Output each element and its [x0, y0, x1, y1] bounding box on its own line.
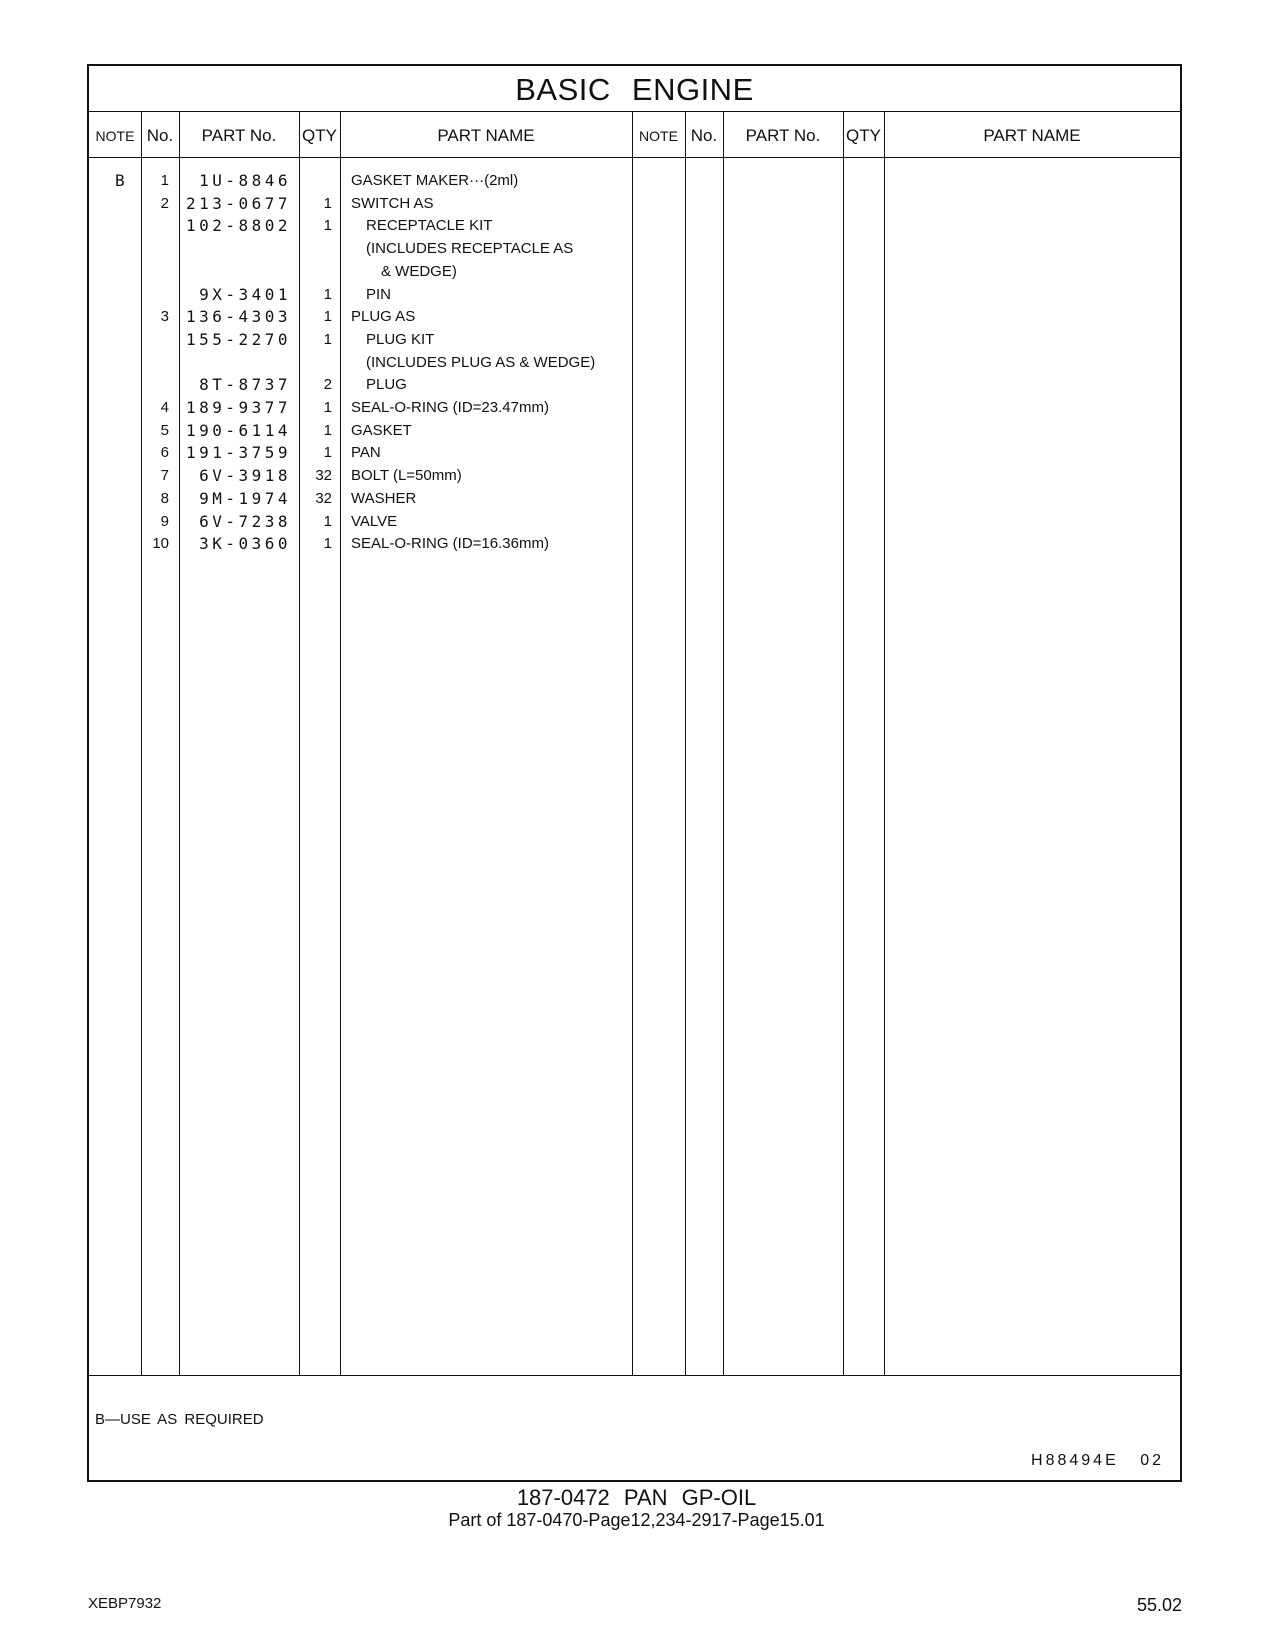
column-divider: [340, 111, 341, 1375]
row-name: SWITCH AS: [351, 194, 434, 212]
row-name: GASKET MAKER···(2ml): [351, 172, 519, 189]
row-part_no: 8T-8737: [199, 375, 291, 395]
row-part_no: 136-4303: [185, 307, 291, 327]
row-name: VALVE: [351, 512, 398, 530]
row-name: PLUG: [366, 376, 407, 394]
header-part-no: PART No.: [745, 126, 821, 145]
row-qty: 1: [323, 535, 332, 553]
row-no: 1: [160, 172, 169, 189]
row-no: 8: [160, 489, 169, 507]
header-part-no: PART No.: [201, 126, 277, 145]
parts-table: [87, 64, 1182, 1482]
row-name: & WEDGE): [381, 262, 457, 280]
row-part_no: 155-2270: [185, 329, 291, 349]
row-qty: 1: [323, 194, 332, 212]
row-part_no: 6V-3918: [199, 466, 291, 486]
column-divider: [884, 111, 885, 1375]
row-name: (INCLUDES RECEPTACLE AS: [366, 240, 574, 258]
header-qty: QTY: [846, 126, 881, 145]
column-divider: [723, 111, 724, 1375]
row-no: 7: [160, 467, 169, 485]
row-name: PLUG KIT: [366, 330, 435, 348]
row-qty: 1: [323, 285, 332, 303]
row-no: 6: [160, 444, 169, 462]
column-divider: [685, 111, 686, 1375]
group-subtitle: Part of 187-0470-Page12,234-2917-Page15.01: [448, 1510, 825, 1530]
row-part_no: 189-9377: [185, 398, 291, 417]
row-no: 9: [160, 512, 169, 530]
footnote: B—USE AS REQUIRED: [95, 1411, 264, 1428]
row-name: GASKET: [351, 421, 412, 439]
column-divider: [141, 111, 142, 1375]
header-no: No.: [690, 126, 718, 145]
row-qty: 1: [323, 444, 332, 462]
row-qty: 1: [323, 330, 332, 348]
row-note: B: [115, 171, 129, 190]
row-name: SEAL-O-RING (ID=16.36mm): [351, 535, 549, 553]
header-part-name: PART NAME: [437, 126, 535, 145]
row-name: PIN: [366, 285, 392, 303]
row-part_no: 191-3759: [185, 443, 291, 463]
row-no: 4: [160, 399, 169, 416]
document-id: XEBP7932: [88, 1595, 162, 1612]
divider: [89, 1375, 1180, 1376]
row-part_no: 9M-1974: [199, 488, 291, 508]
row-part_no: 190-6114: [185, 420, 291, 440]
row-name: RECEPTACLE KIT: [366, 217, 493, 235]
header-part-name: PART NAME: [983, 126, 1081, 145]
row-qty: 32: [315, 489, 332, 507]
row-name: PLUG AS: [351, 308, 416, 326]
table-title: BASIC ENGINE: [515, 72, 754, 107]
row-qty: 1: [323, 512, 332, 530]
row-name: SEAL-O-RING (ID=23.47mm): [351, 399, 549, 416]
group-title: 187-0472 PAN GP-OIL: [516, 1485, 757, 1510]
header-note: NOTE: [639, 128, 678, 144]
divider: [89, 111, 1180, 112]
row-qty: 1: [323, 399, 332, 416]
row-part_no: 213-0677: [185, 193, 291, 213]
row-qty: 32: [315, 467, 332, 485]
row-qty: 1: [323, 421, 332, 439]
row-part_no: 3K-0360: [199, 534, 291, 554]
row-part_no: 1U-8846: [199, 171, 291, 190]
row-no: 5: [160, 421, 169, 439]
row-no: 2: [160, 194, 169, 212]
page-number: 55.02: [1136, 1595, 1182, 1615]
column-divider: [843, 111, 844, 1375]
row-part_no: 102-8802: [185, 216, 291, 236]
row-name: BOLT (L=50mm): [351, 467, 462, 485]
row-qty: 2: [323, 376, 332, 394]
header-note: NOTE: [95, 128, 135, 144]
row-part_no: 9X-3401: [199, 284, 291, 304]
row-no: 3: [160, 308, 169, 326]
row-qty: 1: [323, 217, 332, 235]
column-divider: [632, 111, 633, 1375]
row-part_no: 6V-7238: [199, 511, 291, 531]
row-name: PAN: [351, 444, 381, 462]
row-qty: 1: [323, 308, 332, 326]
row-name: (INCLUDES PLUG AS & WEDGE): [366, 353, 596, 371]
header-qty: QTY: [302, 126, 337, 145]
reference-code: H88494E 02: [1031, 1452, 1164, 1469]
header-no: No.: [146, 126, 174, 145]
row-no: 10: [152, 535, 169, 553]
row-name: WASHER: [351, 489, 417, 507]
